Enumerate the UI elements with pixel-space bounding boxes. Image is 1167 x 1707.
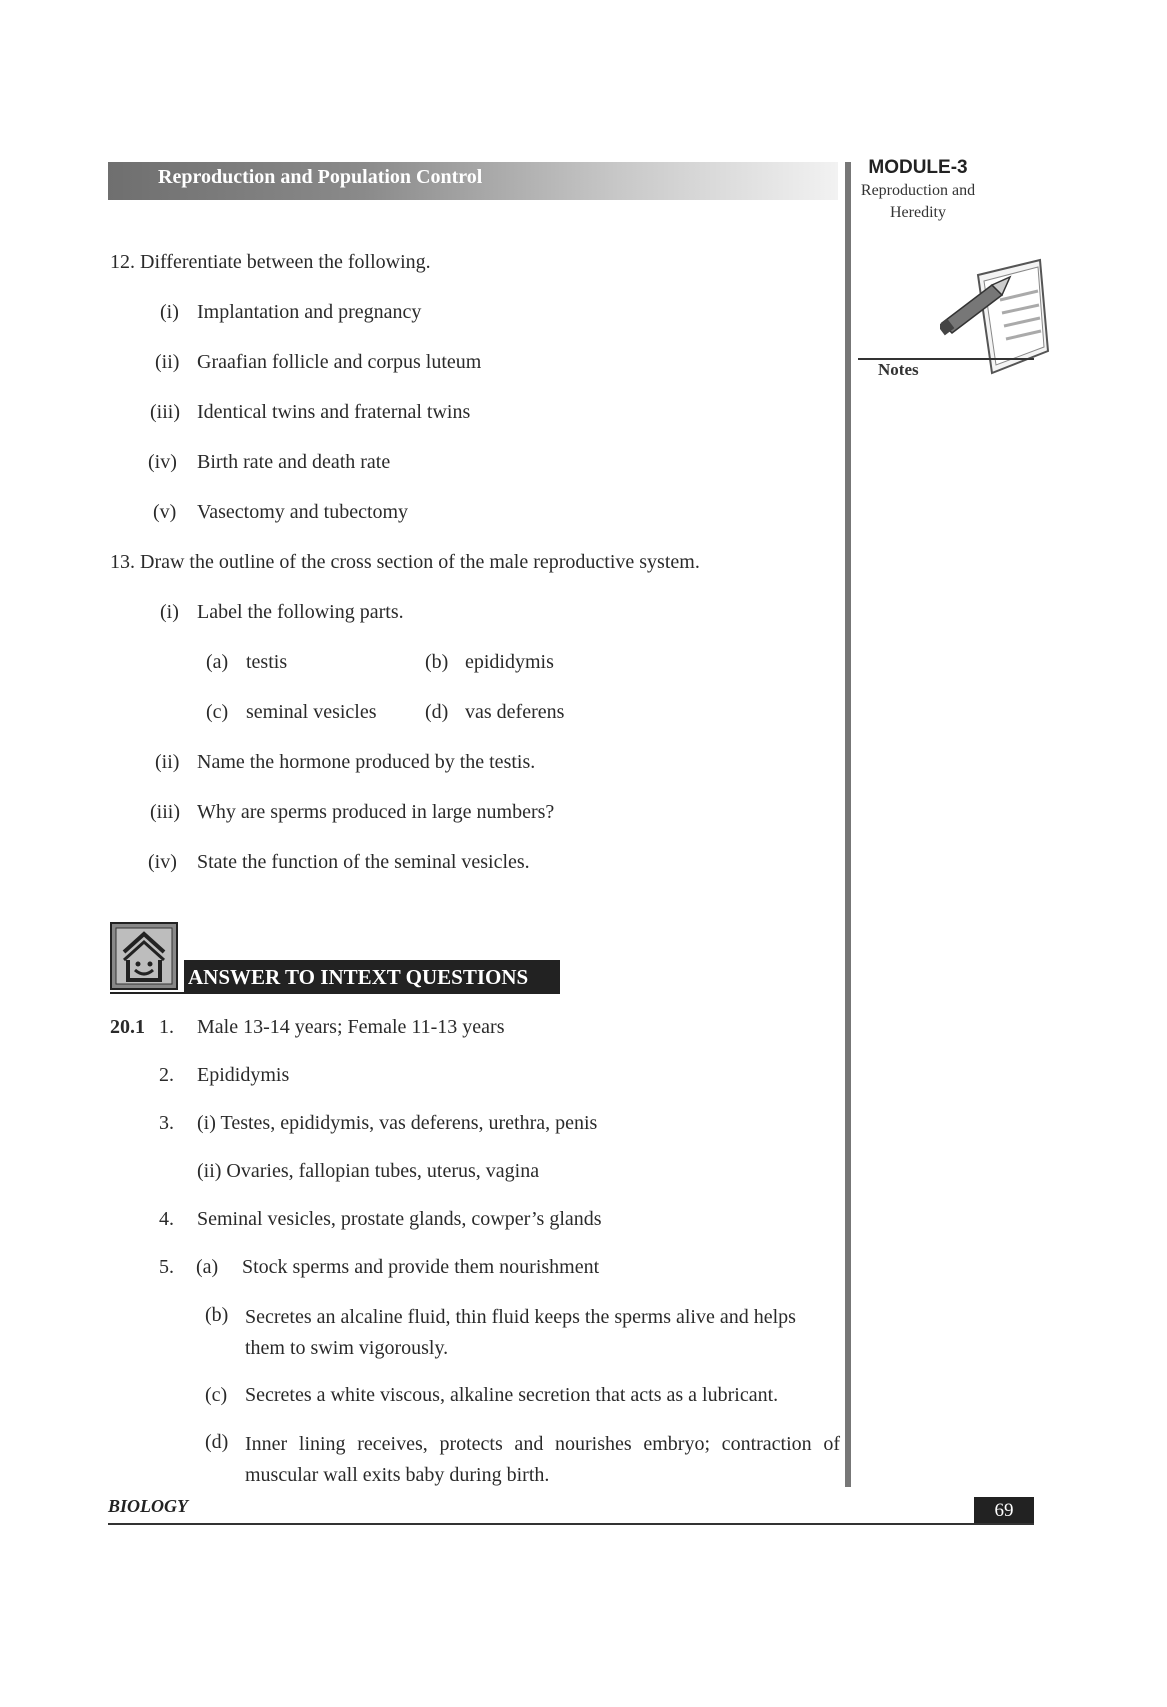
part-text: testis bbox=[246, 651, 288, 673]
answer-icon bbox=[110, 922, 178, 990]
q13-num: (i) bbox=[160, 601, 179, 623]
answer-sub-text: Stock sperms and provide them nourishment bbox=[242, 1256, 600, 1278]
q12-item: Identical twins and fraternal twins bbox=[197, 401, 471, 423]
answer-text: Seminal vesicles, prostate glands, cowper’s glands bbox=[197, 1208, 602, 1230]
answer-sub-letter: (b) bbox=[205, 1304, 229, 1326]
part-letter: (a) bbox=[206, 651, 229, 673]
margin-rule bbox=[845, 162, 851, 1487]
question-13-title: 13. Draw the outline of the cross section of the male reproductive system. bbox=[110, 551, 700, 573]
answer-sub-letter: (c) bbox=[205, 1384, 228, 1406]
answer-sub-text: Secretes a white viscous, alkaline secretion that acts as a lubricant. bbox=[245, 1384, 779, 1406]
q13-num: (iv) bbox=[148, 851, 177, 873]
module-subtitle: Reproduction and Heredity bbox=[860, 182, 976, 221]
page-number: 69 bbox=[974, 1497, 1034, 1525]
answer-num: 3. bbox=[159, 1112, 174, 1134]
q13-num: (ii) bbox=[155, 751, 180, 773]
footer-subject: BIOLOGY bbox=[108, 1496, 188, 1516]
q12-num: (iii) bbox=[150, 401, 180, 423]
answer-text: (i) Testes, epididymis, vas deferens, urethra, penis bbox=[197, 1112, 598, 1134]
q13-num: (iii) bbox=[150, 801, 180, 823]
banner-underline bbox=[110, 992, 560, 994]
q12-num: (ii) bbox=[155, 351, 180, 373]
answer-section-number: 20.1 bbox=[110, 1016, 145, 1038]
module-label: MODULE-3 bbox=[868, 157, 968, 178]
answer-text: Epididymis bbox=[197, 1064, 290, 1086]
part-text: epididymis bbox=[465, 651, 554, 673]
answer-text: (ii) Ovaries, fallopian tubes, uterus, vagina bbox=[197, 1160, 540, 1182]
q12-item: Implantation and pregnancy bbox=[197, 301, 422, 323]
q13-item: Label the following parts. bbox=[197, 601, 404, 623]
notes-label: Notes bbox=[878, 360, 919, 379]
q12-item: Vasectomy and tubectomy bbox=[197, 501, 409, 523]
part-letter: (c) bbox=[206, 701, 229, 723]
part-text: vas deferens bbox=[465, 701, 565, 723]
part-letter: (d) bbox=[425, 701, 449, 723]
answer-sub-letter: (a) bbox=[196, 1256, 219, 1278]
part-text: seminal vesicles bbox=[246, 701, 377, 723]
answer-num: 5. bbox=[159, 1256, 174, 1278]
answer-num: 2. bbox=[159, 1064, 174, 1086]
answer-num: 1. bbox=[159, 1016, 174, 1038]
q13-item: State the function of the seminal vesicles. bbox=[197, 851, 530, 873]
part-letter: (b) bbox=[425, 651, 449, 673]
answer-num: 4. bbox=[159, 1208, 174, 1230]
answer-sub-text: Secretes an alcaline fluid, thin fluid keeps the sperms alive and helps them to swim vigorously. bbox=[245, 1306, 796, 1359]
q12-item: Graafian follicle and corpus luteum bbox=[197, 351, 482, 373]
q12-num: (i) bbox=[160, 301, 179, 323]
answer-sub-text: Inner lining receives, protects and nourishes embryo; contraction of muscular wall exits baby during birth. bbox=[245, 1433, 840, 1486]
q12-item: Birth rate and death rate bbox=[197, 451, 391, 473]
q12-num: (v) bbox=[153, 501, 177, 523]
answer-text: Male 13-14 years; Female 11-13 years bbox=[197, 1016, 505, 1038]
question-12-title: 12. Differentiate between the following. bbox=[110, 251, 431, 273]
answers-banner: ANSWER TO INTEXT QUESTIONS bbox=[184, 960, 560, 994]
q13-item: Why are sperms produced in large numbers? bbox=[197, 801, 555, 823]
q12-num: (iv) bbox=[148, 451, 177, 473]
notes-pencil-icon bbox=[940, 255, 1050, 385]
header-title: Reproduction and Population Control bbox=[158, 166, 483, 188]
q13-item: Name the hormone produced by the testis. bbox=[197, 751, 536, 773]
footer-rule bbox=[108, 1523, 1034, 1525]
answer-sub-letter: (d) bbox=[205, 1431, 229, 1453]
